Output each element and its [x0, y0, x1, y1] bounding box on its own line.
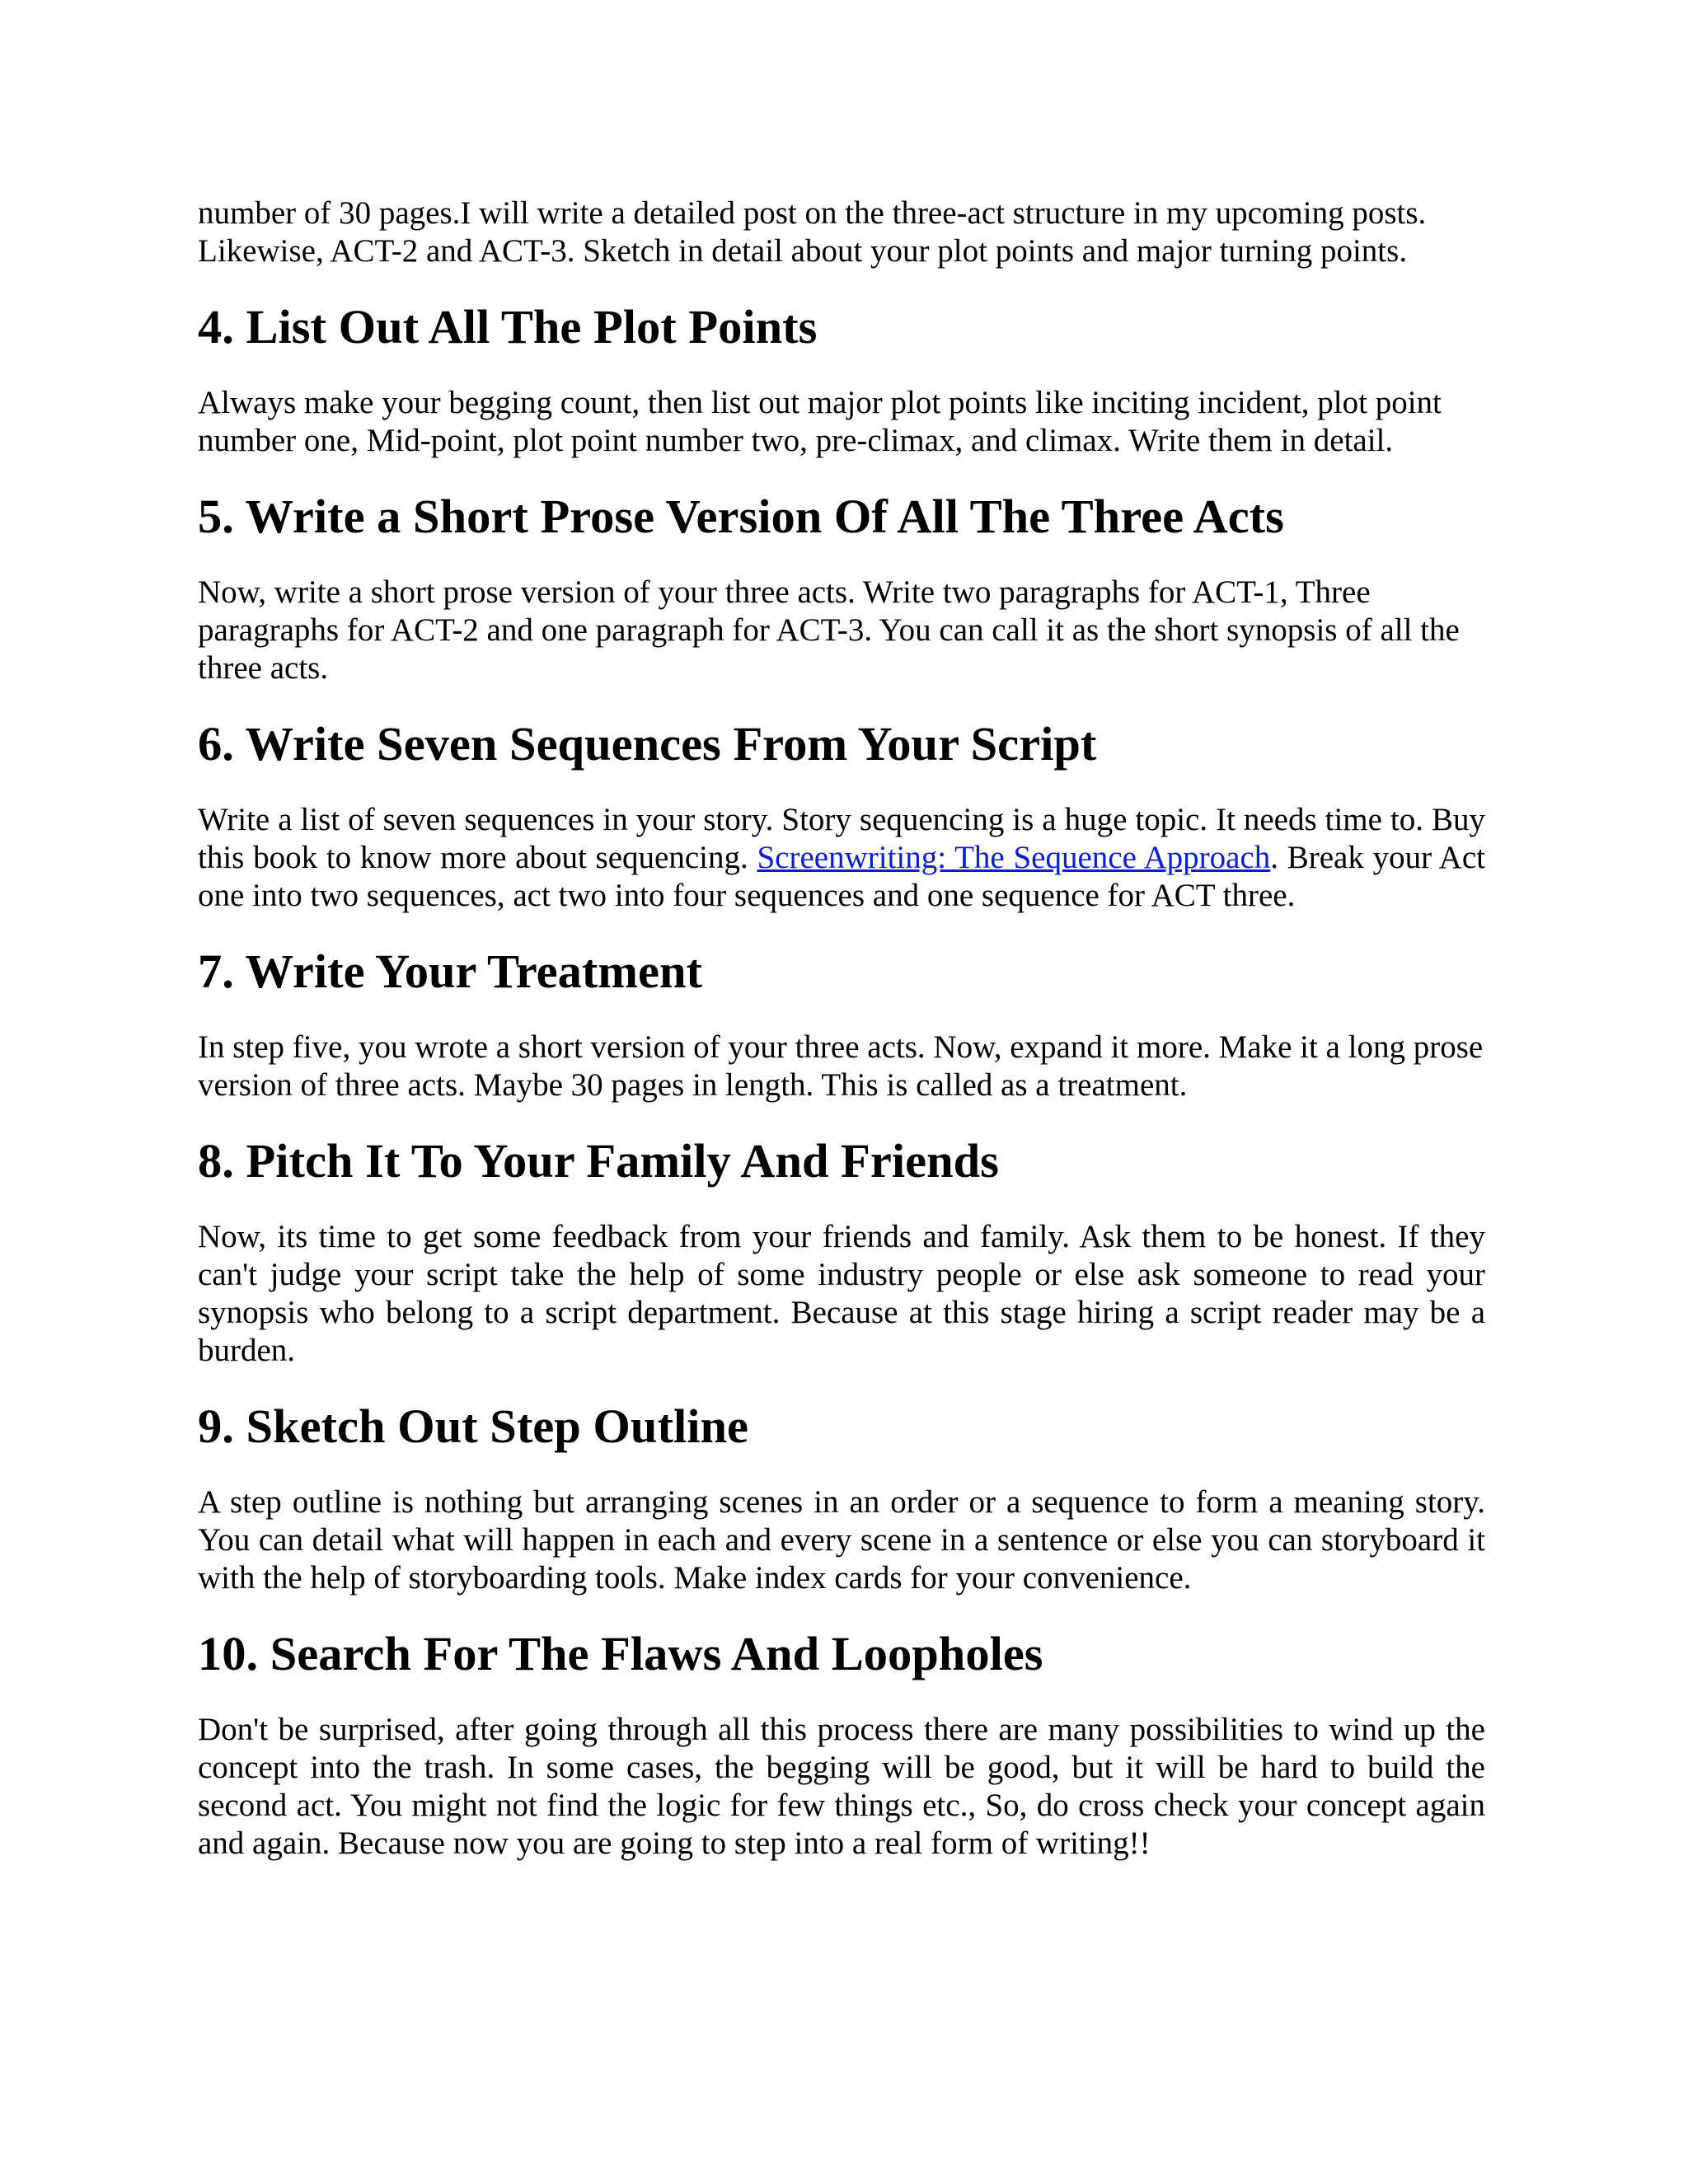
intro-paragraph: number of 30 pages.I will write a detailed post on the three-act structure in my upcoming posts. Likewise, ACT-2 and ACT-3. Sketch in detail about your plot points and major turning points. — [198, 195, 1427, 269]
section-body-seven-sequences — [198, 801, 1485, 915]
section-heading-prose-version: 5. Write a Short Prose Version Of All The Three Acts — [198, 490, 1284, 543]
section-heading-step-outline: 9. Sketch Out Step Outline — [198, 1399, 748, 1453]
section-body-prose-version: Now, write a short prose version of your three acts. Write two paragraphs for ACT-1, Three paragraphs for ACT-2 and one paragraph for ACT-3. You can call it as the short synopsis of all the three acts. — [198, 574, 1460, 686]
section-heading-seven-sequences: 6. Write Seven Sequences From Your Script — [198, 717, 1097, 771]
sequence-approach-book-link[interactable]: Screenwriting: The Sequence Approach — [757, 840, 1271, 875]
section-heading-plot-points: 4. List Out All The Plot Points — [198, 300, 818, 354]
section-heading-flaws-loopholes: 10. Search For The Flaws And Loopholes — [198, 1627, 1043, 1680]
section-body-treatment: In step five, you wrote a short version of your three acts. Now, expand it more. Make it a long prose version of three acts. Maybe 30 pages in length. This is called as a treatment. — [198, 1029, 1484, 1103]
section-heading-pitch: 8. Pitch It To Your Family And Friends — [198, 1134, 999, 1188]
section-body-flaws-loopholes: Don't be surprised, after going through all this process there are many possibilities to wind up the concept into the trash. In some cases, the begging will be good, but it will be hard to build the second act. You might not find the logic for few things etc., So, do cross check your concept again and again. Because now you are going to step into a real form of writing!! — [198, 1712, 1485, 1861]
section-body-plot-points: Always make your begging count, then list out major plot points like inciting incident, plot point number one, Mid-point, plot point number two, pre-climax, and climax. Write them in detail. — [198, 385, 1442, 458]
section-body-pitch: Now, its time to get some feedback from your friends and family. Ask them to be honest. If they can't judge your script take the help of some industry people or else ask someone to read your synopsis who belong to a script department. Because at this stage hiring a script reader may be a burden. — [198, 1219, 1485, 1368]
document-page — [198, 194, 1485, 1900]
section-heading-treatment: 7. Write Your Treatment — [198, 944, 703, 998]
sequences-text-after-link: . Break your Act one into two sequences, act two into four sequences and one sequence for ACT three. — [198, 840, 1485, 913]
section-body-step-outline: A step outline is nothing but arranging scenes in an order or a sequence to form a meaning story. You can detail what will happen in each and every scene in a sentence or else you can storyboard it with the help of storyboarding tools. Make index cards for your convenience. — [198, 1484, 1485, 1596]
sequences-text-before-link: Write a list of seven sequences in your story. Story sequencing is a huge topic. It needs time to. Buy this book to know more about sequencing. — [198, 802, 1485, 875]
